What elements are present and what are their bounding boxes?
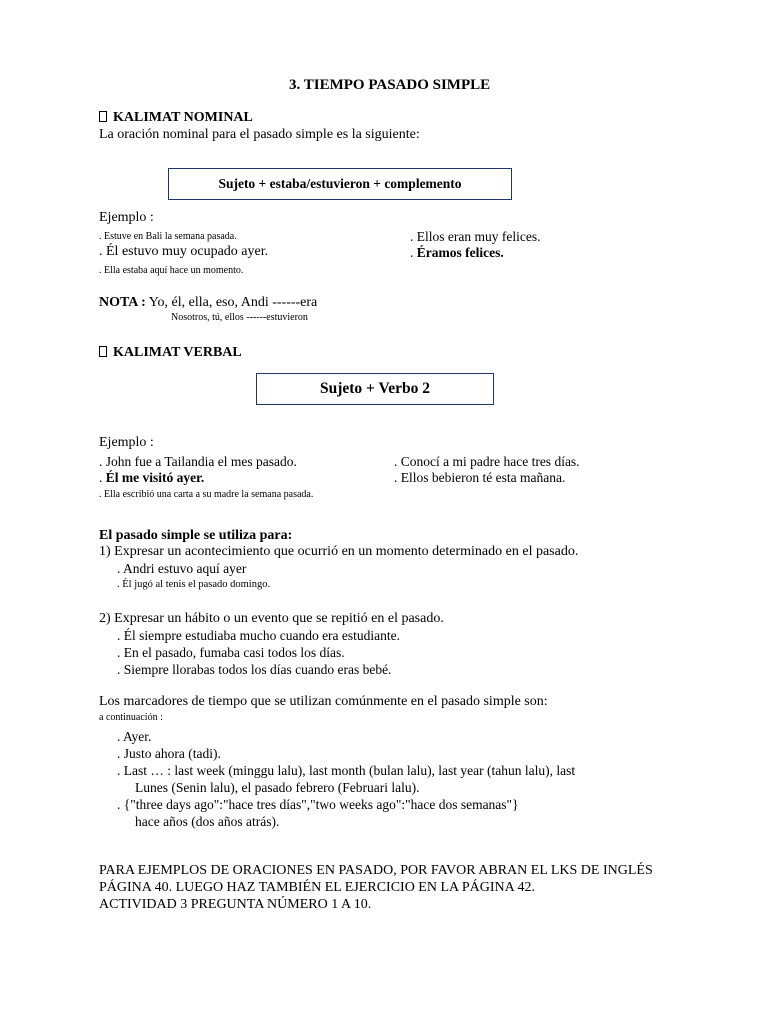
bullet-dot: . [99,470,106,485]
markers-intro: Los marcadores de tiempo que se utilizan comúnmente en el pasado simple son: [99,694,548,709]
nominal-heading [99,110,253,126]
nominal-example-left-3: . Ella estaba aquí hace un momento. [99,265,244,276]
footer-line-2: PÁGINA 40. LUEGO HAZ TAMBIÉN EL EJERCICIO EN LA PÁGINA 42. [99,880,535,895]
marker-item-4: . {"three days ago":"hace tres días","two weeks ago":"hace dos semanas"} [117,797,519,812]
nominal-example-label: Ejemplo : [99,210,154,225]
usage-heading: El pasado simple se utiliza para: [99,528,293,543]
nota-text: Yo, él, ella, eso, Andi ------era [145,295,318,310]
bullet-dot: . [410,245,417,260]
usage-point-1-example-1: . Andri estuvo aquí ayer [117,561,247,576]
nominal-example-right-1: . Ellos eran muy felices. [410,229,541,244]
nota-line [99,295,317,311]
verbal-example-label: Ejemplo : [99,435,154,450]
usage-point-2-example-2: . En el pasado, fumaba casi todos los días. [117,645,345,660]
nota-label: NOTA : [99,295,146,310]
nominal-formula: Sujeto + estaba/estuvieron + complemento [218,176,462,191]
nominal-example-left-1: . Estuve en Bali la semana pasada. [99,231,237,242]
marker-item-3: . Last … : last week (minggu lalu), last month (bulan lalu), last year (tahun lalu), last [117,763,576,778]
emphasis-text: Él me visitó ayer. [105,470,205,485]
nominal-example-right-2 [410,245,504,261]
nota-line-2: Nosotros, tú, ellos ------estuvieron [171,312,308,323]
verbal-example-left-1: . John fue a Tailandia el mes pasado. [99,454,297,469]
usage-point-1-example-2: . Él jugó al tenis el pasado domingo. [117,579,271,590]
usage-point-1: 1) Expresar un acontecimiento que ocurrió en un momento determinado en el pasado. [99,544,579,559]
verbal-example-left-3: . Ella escribió una carta a su madre la semana pasada. [99,489,314,500]
marker-item-2: . Justo ahora (tadi). [117,746,221,761]
verbal-heading-text: KALIMAT VERBAL [113,345,242,360]
marker-item-4-cont: hace años (dos años atrás). [135,814,280,829]
page-title: 3. TIEMPO PASADO SIMPLE [289,77,491,93]
verbal-example-right-2: . Ellos bebieron té esta mañana. [394,470,566,485]
verbal-example-left-2 [99,470,204,486]
usage-point-2: 2) Expresar un hábito o un evento que se repitió en el pasado. [99,611,444,626]
emphasis-text: Éramos felices. [416,245,504,260]
checkbox-bullet-icon [99,346,107,357]
footer-line-3: ACTIVIDAD 3 PREGUNTA NÚMERO 1 A 10. [99,897,372,912]
markers-intro-2: a continuación : [99,712,163,723]
verbal-formula-box [256,373,494,405]
nominal-formula-box [168,168,512,200]
marker-item-1: . Ayer. [117,729,152,744]
checkbox-bullet-icon [99,111,107,122]
verbal-heading [99,345,242,361]
verbal-formula: Sujeto + Verbo 2 [319,380,431,397]
nominal-example-left-2: . Él estuvo muy ocupado ayer. [99,244,269,259]
usage-point-2-example-3: . Siempre llorabas todos los días cuando eras bebé. [117,662,392,677]
marker-item-3-cont: Lunes (Senin lalu), el pasado febrero (Februari lalu). [135,780,420,795]
nominal-intro: La oración nominal para el pasado simple es la siguiente: [99,127,420,142]
footer-line-1: PARA EJEMPLOS DE ORACIONES EN PASADO, POR FAVOR ABRAN EL LKS DE INGLÉS [99,863,653,878]
usage-point-2-example-1: . Él siempre estudiaba mucho cuando era estudiante. [117,628,401,643]
verbal-example-right-1: . Conocí a mi padre hace tres días. [394,454,580,469]
nominal-heading-text: KALIMAT NOMINAL [113,110,253,125]
